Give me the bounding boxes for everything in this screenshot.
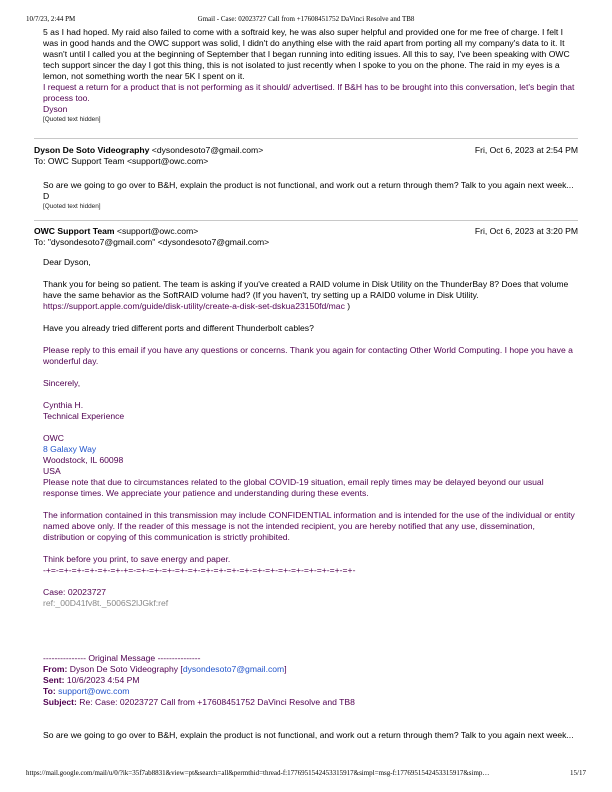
message-sign: D bbox=[43, 191, 50, 201]
original-sent: Sent: 10/6/2023 4:54 PM bbox=[43, 675, 140, 685]
quoted-block bbox=[34, 27, 578, 125]
case-ref: ref:_00D41fv8t._5006S2lJGkf:ref bbox=[43, 598, 169, 608]
company-name: OWC bbox=[43, 433, 65, 443]
quoted-text-hidden[interactable]: [Quoted text hidden] bbox=[43, 116, 101, 123]
street-address[interactable]: 8 Galaxy Way bbox=[43, 444, 97, 454]
city-line: Woodstock, IL 60098 bbox=[43, 455, 124, 465]
message-divider bbox=[34, 138, 578, 139]
country: USA bbox=[43, 466, 61, 476]
original-to: To: support@owc.com bbox=[43, 686, 130, 696]
message-body bbox=[34, 180, 578, 212]
ports-question: Have you already tried different ports and different Thunderbolt cables? bbox=[43, 323, 314, 333]
print-title: Gmail - Case: 02023727 Call from +17608451752 DaVinci Resolve and TB8 bbox=[197, 15, 415, 23]
recipient-line: To: OWC Support Team <support@owc.com> bbox=[34, 156, 209, 166]
email-thread bbox=[34, 27, 578, 741]
page-number: 15/17 bbox=[570, 769, 586, 777]
sender-name: Dyson De Soto Videography bbox=[34, 145, 150, 155]
message-header bbox=[34, 226, 578, 248]
original-from: From: Dyson De Soto Videography [dysondesoto7@gmail.com] bbox=[43, 664, 287, 674]
sender-address: <dysondesoto7@gmail.com> bbox=[151, 145, 264, 155]
sender-address: <support@owc.com> bbox=[116, 226, 199, 236]
return-request: I request a return for a product that is not performing as it should/ advertised. If B&H has to be brought into this conversation, let's begin that process too. bbox=[43, 82, 575, 103]
message-text: So are we going to go over to B&H, explain the product is not functional, and work out a return through them? Talk to you again next week... bbox=[43, 180, 574, 190]
quoted-signature: Dyson bbox=[43, 104, 68, 114]
print-notice: Think before you print, to save energy and paper. bbox=[43, 554, 231, 564]
original-body: So are we going to go over to B&H, explain the product is not functional, and work out a return through them? Talk to you again next week... bbox=[43, 730, 574, 740]
message-header bbox=[34, 145, 578, 167]
message-dyson bbox=[34, 145, 578, 212]
message-date: Fri, Oct 6, 2023 at 2:54 PM bbox=[474, 145, 578, 155]
ascii-divider: -+=-=+-=+-=+-=+-=+-+=-=+-=+-=+-=+-=+-=+-=+-=+-=+-=+-=+-=+-=+-=+-=+-=+-=+- bbox=[43, 565, 356, 575]
recipient-line: To: "dysondesoto7@gmail.com" <dysondesoto7@gmail.com> bbox=[34, 237, 270, 247]
message-date: Fri, Oct 6, 2023 at 3:20 PM bbox=[474, 226, 578, 236]
raid-question: Thank you for being so patient. The team is asking if you've created a RAID volume in Disk Utility on the ThunderBay 8? Does that volume have the same behavior as the SoftRAID volume had? (If you haven't, try setting up a RAID0 volume in Disk Utility. https://support.apple.com/guide/disk-utility/create-a-disk-set-dskua23150fd/mac ) bbox=[43, 279, 569, 311]
apple-support-link[interactable]: https://support.apple.com/guide/disk-utility/create-a-disk-set-dskua23150fd/mac bbox=[43, 301, 345, 311]
confidentiality-notice: The information contained in this transmission may include CONFIDENTIAL information and is intended for the use of the individual or entity named above only. If the reader of this message is not the intended recipient, you are hereby notified that any use, dissemination, distribution or copying of this communication is strictly prohibited. bbox=[43, 510, 575, 542]
covid-notice: Please note that due to circumstances related to the global COVID-19 situation, email reply times may be delayed beyond our usual response times. We appreciate your patience and understanding during these events. bbox=[43, 477, 544, 498]
print-url: https://mail.google.com/mail/u/0/?ik=35f7ab8831&view=pt&search=all&permthid=thread-f:1776951542453315917&simpl=msg-f:1776951542453315917&simp… bbox=[26, 769, 490, 777]
print-datetime: 10/7/23, 2:44 PM bbox=[26, 15, 76, 23]
message-divider bbox=[34, 220, 578, 221]
original-to-email[interactable]: support@owc.com bbox=[58, 686, 130, 696]
original-message bbox=[43, 653, 578, 741]
closing-note: Please reply to this email if you have any questions or concerns. Thank you again for contacting Other World Computing. I hope you have a wonderful day. bbox=[43, 345, 573, 366]
agent-name: Cynthia H. bbox=[43, 400, 84, 410]
case-number: Case: 02023727 bbox=[43, 587, 107, 597]
message-body bbox=[34, 257, 578, 741]
quoted-paragraph: 5 as I had hoped. My raid also failed to come with a softraid key, he was also super helpful and provided one for me free of charge. I felt I was in good hands and the OWC support was solid, I didn't do anything else with the raid apart from porting all my company's data to it. It wasn't until I called you at the beginning of September that I began running into editing issues. All this to say, I've been speaking with OWC tech support sincer the day I got this thing, this is not isolated to just recently when I spoke to you on the phone. The raid in my eyes is a lemon, not something worth the near 5K I spent on it. bbox=[43, 27, 570, 81]
quoted-text-hidden[interactable]: [Quoted text hidden] bbox=[43, 203, 101, 210]
original-heading: --------------- Original Message --------------- bbox=[43, 653, 201, 663]
original-subject: Subject: Re: Case: 02023727 Call from +17608451752 DaVinci Resolve and TB8 bbox=[43, 697, 355, 707]
message-owc bbox=[34, 226, 578, 741]
original-from-email[interactable]: dysondesoto7@gmail.com bbox=[182, 664, 285, 674]
print-header bbox=[26, 15, 586, 25]
agent-title: Technical Experience bbox=[43, 411, 125, 421]
greeting: Dear Dyson, bbox=[43, 257, 91, 267]
sender-name: OWC Support Team bbox=[34, 226, 115, 236]
sign-off: Sincerely, bbox=[43, 378, 81, 388]
print-footer bbox=[26, 769, 586, 779]
